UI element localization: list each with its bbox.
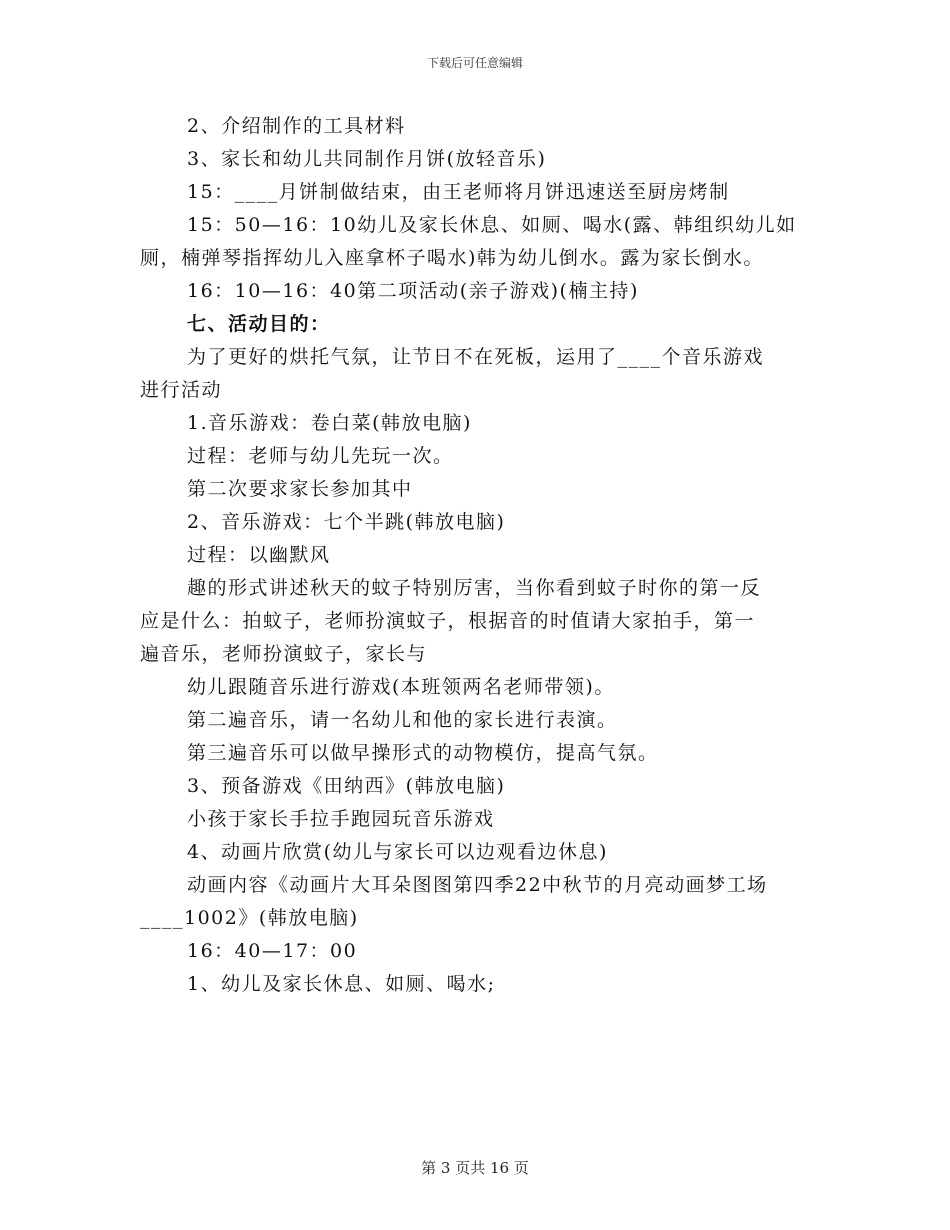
section-heading: 七、活动目的： [187,313,331,335]
text-line: 4、动画片欣赏(幼儿与家长可以边观看边休息) [187,841,608,863]
text-line: 第二次要求家长参加其中 [187,478,413,500]
text-line: 3、家长和幼儿共同制作月饼(放轻音乐) [187,148,547,170]
text-line: 16：40—17：00 [187,940,358,962]
text-line: 小孩于家长手拉手跑园玩音乐游戏 [187,808,495,830]
text-line: 应是什么：拍蚊子，老师扮演蚊子，根据音的时值请大家拍手，第一 [140,610,756,632]
document-body [140,110,810,1001]
text-line: 幼儿跟随音乐进行游戏(本班领两名老师带领)。 [187,676,615,698]
text-line: ____1002》(韩放电脑) [140,907,359,929]
text-line: 为了更好的烘托气氛，让节日不在死板，运用了____个音乐游戏 [187,346,765,368]
text-line: 趣的形式讲述秋天的蚊子特别厉害，当你看到蚊子时你的第一反 [187,577,762,599]
text-line: 1、幼儿及家长休息、如厕、喝水; [187,973,496,995]
page-footer: 第 3 页共 16 页 [421,1159,529,1177]
text-line: 3、预备游戏《田纳西》(韩放电脑) [187,775,506,797]
text-line: 过程：以幽默风 [187,544,331,566]
text-line: 16：10—16：40第二项活动(亲子游戏)(楠主持) [187,280,639,302]
text-line: 15：____月饼制做结束，由王老师将月饼迅速送至厨房烤制 [187,181,730,203]
text-line: 2、介绍制作的工具材料 [187,115,406,137]
text-line: 2、音乐游戏：七个半跳(韩放电脑) [187,511,506,533]
text-line: 遍音乐，老师扮演蚊子，家长与 [140,643,428,665]
text-line: 第二遍音乐，请一名幼儿和他的家长进行表演。 [187,709,618,731]
text-line: 第三遍音乐可以做早操形式的动物模仿，提高气氛。 [187,742,659,764]
text-line: 15：50—16：10幼儿及家长休息、如厕、喝水(露、韩组织幼儿如 [187,214,797,236]
text-line: 1.音乐游戏：卷白菜(韩放电脑) [187,412,472,434]
page-header: 下载后可任意编辑 [426,56,523,70]
text-line: 动画内容《动画片大耳朵图图第四季22中秋节的月亮动画梦工场 [187,874,768,896]
text-line: 厕，楠弹琴指挥幼儿入座拿杯子喝水)韩为幼儿倒水。露为家长倒水。 [140,247,764,269]
text-line: 过程：老师与幼儿先玩一次。 [187,445,454,467]
text-line: 进行活动 [140,379,223,401]
